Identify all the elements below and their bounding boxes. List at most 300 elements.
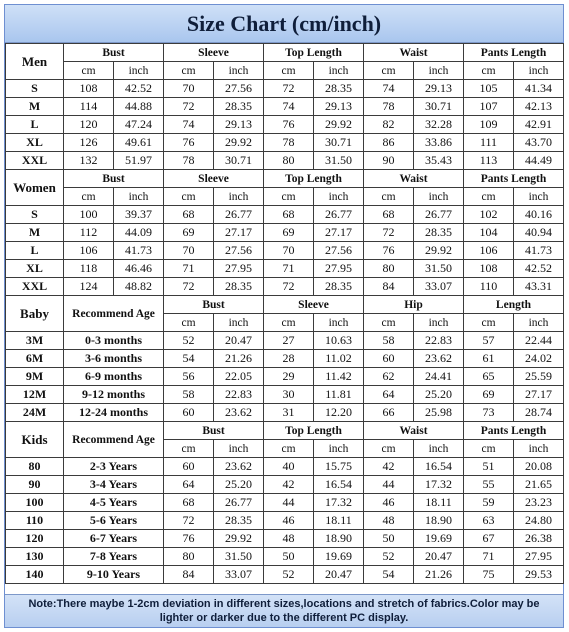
measure-header: Pants Length <box>464 422 564 440</box>
measure-value: 25.20 <box>214 476 264 494</box>
unit-inch: inch <box>114 62 164 80</box>
measure-value: 40.16 <box>514 206 564 224</box>
section-header-row <box>6 44 564 62</box>
measure-value: 65 <box>464 368 514 386</box>
measure-value: 31.50 <box>314 152 364 170</box>
unit-cm: cm <box>264 62 314 80</box>
size-label: 3M <box>6 332 64 350</box>
measure-header: Pants Length <box>464 44 564 62</box>
table-row <box>6 386 564 404</box>
measure-header: Waist <box>364 170 464 188</box>
measure-value: 104 <box>464 224 514 242</box>
measure-value: 10.63 <box>314 332 364 350</box>
measure-header: Length <box>464 296 564 314</box>
measure-value: 43.70 <box>514 134 564 152</box>
measure-value: 113 <box>464 152 514 170</box>
measure-value: 108 <box>464 260 514 278</box>
measure-value: 48 <box>364 512 414 530</box>
measure-value: 82 <box>364 116 414 134</box>
measure-value: 44.09 <box>114 224 164 242</box>
unit-cm: cm <box>164 440 214 458</box>
size-label: 110 <box>6 512 64 530</box>
table-row <box>6 260 564 278</box>
measure-value: 60 <box>364 350 414 368</box>
measure-value: 27.56 <box>214 242 264 260</box>
measure-header: Hip <box>364 296 464 314</box>
table-row <box>6 404 564 422</box>
size-chart-frame <box>4 4 564 628</box>
measure-value: 26.77 <box>214 206 264 224</box>
measure-value: 72 <box>164 278 214 296</box>
measure-value: 72 <box>264 80 314 98</box>
unit-inch: inch <box>314 440 364 458</box>
measure-value: 24.80 <box>514 512 564 530</box>
measure-value: 52 <box>364 548 414 566</box>
unit-inch: inch <box>414 188 464 206</box>
recommend-age: 0-3 months <box>64 332 164 350</box>
footer-note: Note:There maybe 1-2cm deviation in different sizes,locations and stretch of fabrics.Color may be lighter or darker due to the different PC display. <box>5 594 563 627</box>
measure-value: 30.71 <box>214 152 264 170</box>
measure-value: 72 <box>364 224 414 242</box>
size-label: L <box>6 242 64 260</box>
measure-value: 28.35 <box>314 278 364 296</box>
unit-inch: inch <box>214 62 264 80</box>
measure-header: Waist <box>364 44 464 62</box>
table-row <box>6 350 564 368</box>
measure-value: 21.65 <box>514 476 564 494</box>
table-row <box>6 98 564 116</box>
measure-value: 84 <box>164 566 214 584</box>
measure-value: 29.13 <box>214 116 264 134</box>
measure-value: 76 <box>264 116 314 134</box>
measure-value: 74 <box>364 80 414 98</box>
section-header-row <box>6 422 564 440</box>
measure-value: 48 <box>264 530 314 548</box>
measure-value: 63 <box>464 512 514 530</box>
size-label: 130 <box>6 548 64 566</box>
unit-inch: inch <box>514 62 564 80</box>
table-row <box>6 80 564 98</box>
recommend-age: 4-5 Years <box>64 494 164 512</box>
unit-cm: cm <box>464 440 514 458</box>
measure-header: Bust <box>164 296 264 314</box>
measure-value: 41.73 <box>514 242 564 260</box>
measure-value: 68 <box>164 206 214 224</box>
measure-value: 31 <box>264 404 314 422</box>
measure-value: 44 <box>264 494 314 512</box>
measure-value: 17.32 <box>414 476 464 494</box>
recommend-age: 9-12 months <box>64 386 164 404</box>
measure-value: 18.90 <box>414 512 464 530</box>
measure-value: 76 <box>164 134 214 152</box>
unit-inch: inch <box>414 314 464 332</box>
measure-value: 19.69 <box>314 548 364 566</box>
measure-value: 75 <box>464 566 514 584</box>
measure-value: 27.95 <box>514 548 564 566</box>
measure-value: 27.17 <box>514 386 564 404</box>
measure-value: 67 <box>464 530 514 548</box>
measure-value: 100 <box>64 206 114 224</box>
measure-value: 29.92 <box>214 134 264 152</box>
measure-value: 52 <box>264 566 314 584</box>
measure-header: Top Length <box>264 422 364 440</box>
measure-value: 109 <box>464 116 514 134</box>
measure-value: 80 <box>364 260 414 278</box>
measure-value: 41.73 <box>114 242 164 260</box>
measure-value: 18.11 <box>314 512 364 530</box>
unit-cm: cm <box>264 188 314 206</box>
measure-value: 32.28 <box>414 116 464 134</box>
measure-value: 28 <box>264 350 314 368</box>
measure-value: 54 <box>164 350 214 368</box>
size-label: 100 <box>6 494 64 512</box>
recommend-age: 6-9 months <box>64 368 164 386</box>
table-row <box>6 368 564 386</box>
measure-value: 20.47 <box>414 548 464 566</box>
measure-value: 18.90 <box>314 530 364 548</box>
measure-value: 76 <box>364 242 414 260</box>
measure-value: 118 <box>64 260 114 278</box>
recommend-age: 3-4 Years <box>64 476 164 494</box>
measure-value: 16.54 <box>414 458 464 476</box>
section-header-row <box>6 296 564 314</box>
measure-value: 11.02 <box>314 350 364 368</box>
measure-value: 61 <box>464 350 514 368</box>
measure-value: 27.56 <box>214 80 264 98</box>
measure-value: 41.34 <box>514 80 564 98</box>
measure-value: 28.35 <box>214 512 264 530</box>
recommend-age: 2-3 Years <box>64 458 164 476</box>
measure-value: 26.77 <box>314 206 364 224</box>
measure-value: 114 <box>64 98 114 116</box>
recommend-age: 3-6 months <box>64 350 164 368</box>
measure-value: 68 <box>164 494 214 512</box>
measure-value: 105 <box>464 80 514 98</box>
measure-value: 31.50 <box>414 260 464 278</box>
measure-value: 28.35 <box>314 80 364 98</box>
measure-value: 44 <box>364 476 414 494</box>
measure-value: 42 <box>264 476 314 494</box>
unit-inch: inch <box>214 314 264 332</box>
measure-value: 71 <box>264 260 314 278</box>
measure-value: 23.62 <box>214 458 264 476</box>
measure-value: 27.17 <box>214 224 264 242</box>
measure-value: 29 <box>264 368 314 386</box>
measure-value: 72 <box>264 278 314 296</box>
measure-value: 29.92 <box>414 242 464 260</box>
measure-value: 86 <box>364 134 414 152</box>
unit-cm: cm <box>464 314 514 332</box>
unit-cm: cm <box>264 314 314 332</box>
size-label: XXL <box>6 278 64 296</box>
measure-value: 22.44 <box>514 332 564 350</box>
measure-value: 40 <box>264 458 314 476</box>
measure-value: 42 <box>364 458 414 476</box>
measure-value: 50 <box>364 530 414 548</box>
unit-cm: cm <box>464 188 514 206</box>
size-label: 80 <box>6 458 64 476</box>
measure-value: 69 <box>164 224 214 242</box>
measure-value: 20.47 <box>214 332 264 350</box>
size-label: 140 <box>6 566 64 584</box>
unit-cm: cm <box>364 62 414 80</box>
measure-value: 58 <box>164 386 214 404</box>
measure-value: 78 <box>264 134 314 152</box>
table-row <box>6 242 564 260</box>
size-label: S <box>6 206 64 224</box>
measure-value: 74 <box>164 116 214 134</box>
measure-value: 107 <box>464 98 514 116</box>
measure-value: 23.62 <box>214 404 264 422</box>
measure-value: 68 <box>264 206 314 224</box>
measure-value: 48.82 <box>114 278 164 296</box>
measure-value: 27.95 <box>214 260 264 278</box>
measure-header: Sleeve <box>264 296 364 314</box>
measure-value: 66 <box>364 404 414 422</box>
measure-value: 33.07 <box>414 278 464 296</box>
measure-value: 51.97 <box>114 152 164 170</box>
measure-value: 33.07 <box>214 566 264 584</box>
measure-header: Top Length <box>264 170 364 188</box>
size-label: M <box>6 98 64 116</box>
unit-cm: cm <box>164 188 214 206</box>
section-name: Men <box>6 44 64 80</box>
measure-value: 30.71 <box>414 98 464 116</box>
table-row <box>6 458 564 476</box>
measure-value: 84 <box>364 278 414 296</box>
measure-value: 24.41 <box>414 368 464 386</box>
recommend-age: 6-7 Years <box>64 530 164 548</box>
size-label: 90 <box>6 476 64 494</box>
table-row <box>6 548 564 566</box>
unit-inch: inch <box>514 188 564 206</box>
measure-value: 102 <box>464 206 514 224</box>
measure-value: 26.77 <box>414 206 464 224</box>
table-row <box>6 152 564 170</box>
measure-value: 64 <box>364 386 414 404</box>
measure-value: 27 <box>264 332 314 350</box>
recommend-age: 9-10 Years <box>64 566 164 584</box>
measure-value: 70 <box>164 80 214 98</box>
unit-inch: inch <box>514 440 564 458</box>
measure-value: 47.24 <box>114 116 164 134</box>
measure-value: 124 <box>64 278 114 296</box>
measure-value: 59 <box>464 494 514 512</box>
measure-value: 111 <box>464 134 514 152</box>
unit-cm: cm <box>364 314 414 332</box>
size-label: 6M <box>6 350 64 368</box>
unit-cm: cm <box>164 314 214 332</box>
measure-value: 29.13 <box>314 98 364 116</box>
measure-value: 17.32 <box>314 494 364 512</box>
measure-value: 72 <box>164 98 214 116</box>
unit-row <box>6 62 564 80</box>
measure-header: Bust <box>164 422 264 440</box>
measure-value: 46 <box>264 512 314 530</box>
measure-header: Pants Length <box>464 170 564 188</box>
size-label: XL <box>6 134 64 152</box>
table-row <box>6 116 564 134</box>
unit-cm: cm <box>364 188 414 206</box>
measure-value: 64 <box>164 476 214 494</box>
measure-value: 27.17 <box>314 224 364 242</box>
size-label: L <box>6 116 64 134</box>
table-row <box>6 206 564 224</box>
unit-inch: inch <box>514 314 564 332</box>
measure-value: 60 <box>164 404 214 422</box>
measure-value: 25.59 <box>514 368 564 386</box>
table-row <box>6 512 564 530</box>
measure-value: 20.47 <box>314 566 364 584</box>
measure-value: 69 <box>264 224 314 242</box>
measure-value: 50 <box>264 548 314 566</box>
measure-value: 30 <box>264 386 314 404</box>
measure-value: 21.26 <box>414 566 464 584</box>
measure-value: 126 <box>64 134 114 152</box>
measure-header: Bust <box>64 170 164 188</box>
measure-value: 70 <box>264 242 314 260</box>
measure-value: 26.38 <box>514 530 564 548</box>
size-label: XXL <box>6 152 64 170</box>
measure-value: 70 <box>164 242 214 260</box>
measure-header: Sleeve <box>164 44 264 62</box>
measure-value: 22.83 <box>214 386 264 404</box>
measure-value: 16.54 <box>314 476 364 494</box>
measure-value: 110 <box>464 278 514 296</box>
measure-value: 28.35 <box>214 98 264 116</box>
measure-value: 78 <box>164 152 214 170</box>
measure-header: Top Length <box>264 44 364 62</box>
measure-value: 19.69 <box>414 530 464 548</box>
measure-value: 11.81 <box>314 386 364 404</box>
measure-value: 54 <box>364 566 414 584</box>
unit-inch: inch <box>314 62 364 80</box>
table-row <box>6 530 564 548</box>
measure-value: 25.98 <box>414 404 464 422</box>
size-label: XL <box>6 260 64 278</box>
measure-value: 42.13 <box>514 98 564 116</box>
measure-value: 49.61 <box>114 134 164 152</box>
measure-value: 62 <box>364 368 414 386</box>
measure-value: 26.77 <box>214 494 264 512</box>
size-label: S <box>6 80 64 98</box>
measure-value: 69 <box>464 386 514 404</box>
measure-value: 43.31 <box>514 278 564 296</box>
recommend-age-header: Recommend Age <box>64 296 164 332</box>
unit-inch: inch <box>314 188 364 206</box>
measure-value: 106 <box>464 242 514 260</box>
measure-value: 51 <box>464 458 514 476</box>
size-label: 9M <box>6 368 64 386</box>
table-row <box>6 494 564 512</box>
measure-value: 15.75 <box>314 458 364 476</box>
measure-value: 80 <box>164 548 214 566</box>
unit-inch: inch <box>314 314 364 332</box>
measure-value: 30.71 <box>314 134 364 152</box>
unit-cm: cm <box>464 62 514 80</box>
table-row <box>6 134 564 152</box>
table-row <box>6 332 564 350</box>
measure-value: 74 <box>264 98 314 116</box>
measure-value: 68 <box>364 206 414 224</box>
measure-value: 29.92 <box>214 530 264 548</box>
measure-value: 60 <box>164 458 214 476</box>
section-name: Kids <box>6 422 64 458</box>
table-row <box>6 224 564 242</box>
measure-value: 25.20 <box>414 386 464 404</box>
recommend-age: 7-8 Years <box>64 548 164 566</box>
measure-value: 57 <box>464 332 514 350</box>
measure-value: 28.35 <box>214 278 264 296</box>
measure-value: 106 <box>64 242 114 260</box>
measure-value: 55 <box>464 476 514 494</box>
recommend-age: 12-24 months <box>64 404 164 422</box>
measure-value: 80 <box>264 152 314 170</box>
unit-inch: inch <box>214 440 264 458</box>
measure-value: 44.88 <box>114 98 164 116</box>
unit-inch: inch <box>414 62 464 80</box>
unit-cm: cm <box>364 440 414 458</box>
measure-value: 29.92 <box>314 116 364 134</box>
size-label: 120 <box>6 530 64 548</box>
measure-value: 23.62 <box>414 350 464 368</box>
unit-inch: inch <box>214 188 264 206</box>
measure-value: 22.05 <box>214 368 264 386</box>
unit-cm: cm <box>264 440 314 458</box>
measure-value: 78 <box>364 98 414 116</box>
measure-header: Sleeve <box>164 170 264 188</box>
measure-value: 29.13 <box>414 80 464 98</box>
measure-value: 76 <box>164 530 214 548</box>
measure-value: 56 <box>164 368 214 386</box>
measure-value: 28.35 <box>414 224 464 242</box>
measure-value: 120 <box>64 116 114 134</box>
measure-value: 39.37 <box>114 206 164 224</box>
measure-value: 52 <box>164 332 214 350</box>
measure-value: 73 <box>464 404 514 422</box>
chart-title: Size Chart (cm/inch) <box>5 5 563 43</box>
measure-value: 35.43 <box>414 152 464 170</box>
measure-value: 18.11 <box>414 494 464 512</box>
measure-value: 33.86 <box>414 134 464 152</box>
measure-value: 11.42 <box>314 368 364 386</box>
unit-inch: inch <box>414 440 464 458</box>
measure-value: 58 <box>364 332 414 350</box>
measure-header: Waist <box>364 422 464 440</box>
measure-value: 42.52 <box>114 80 164 98</box>
section-name: Women <box>6 170 64 206</box>
unit-row <box>6 188 564 206</box>
unit-inch: inch <box>114 188 164 206</box>
measure-value: 132 <box>64 152 114 170</box>
measure-value: 29.53 <box>514 566 564 584</box>
measure-value: 112 <box>64 224 114 242</box>
unit-cm: cm <box>164 62 214 80</box>
measure-value: 27.95 <box>314 260 364 278</box>
measure-value: 46.46 <box>114 260 164 278</box>
measure-value: 46 <box>364 494 414 512</box>
measure-value: 21.26 <box>214 350 264 368</box>
measure-value: 31.50 <box>214 548 264 566</box>
measure-value: 42.52 <box>514 260 564 278</box>
measure-value: 108 <box>64 80 114 98</box>
recommend-age-header: Recommend Age <box>64 422 164 458</box>
measure-value: 24.02 <box>514 350 564 368</box>
measure-value: 44.49 <box>514 152 564 170</box>
table-row <box>6 476 564 494</box>
size-label: 12M <box>6 386 64 404</box>
section-name: Baby <box>6 296 64 332</box>
